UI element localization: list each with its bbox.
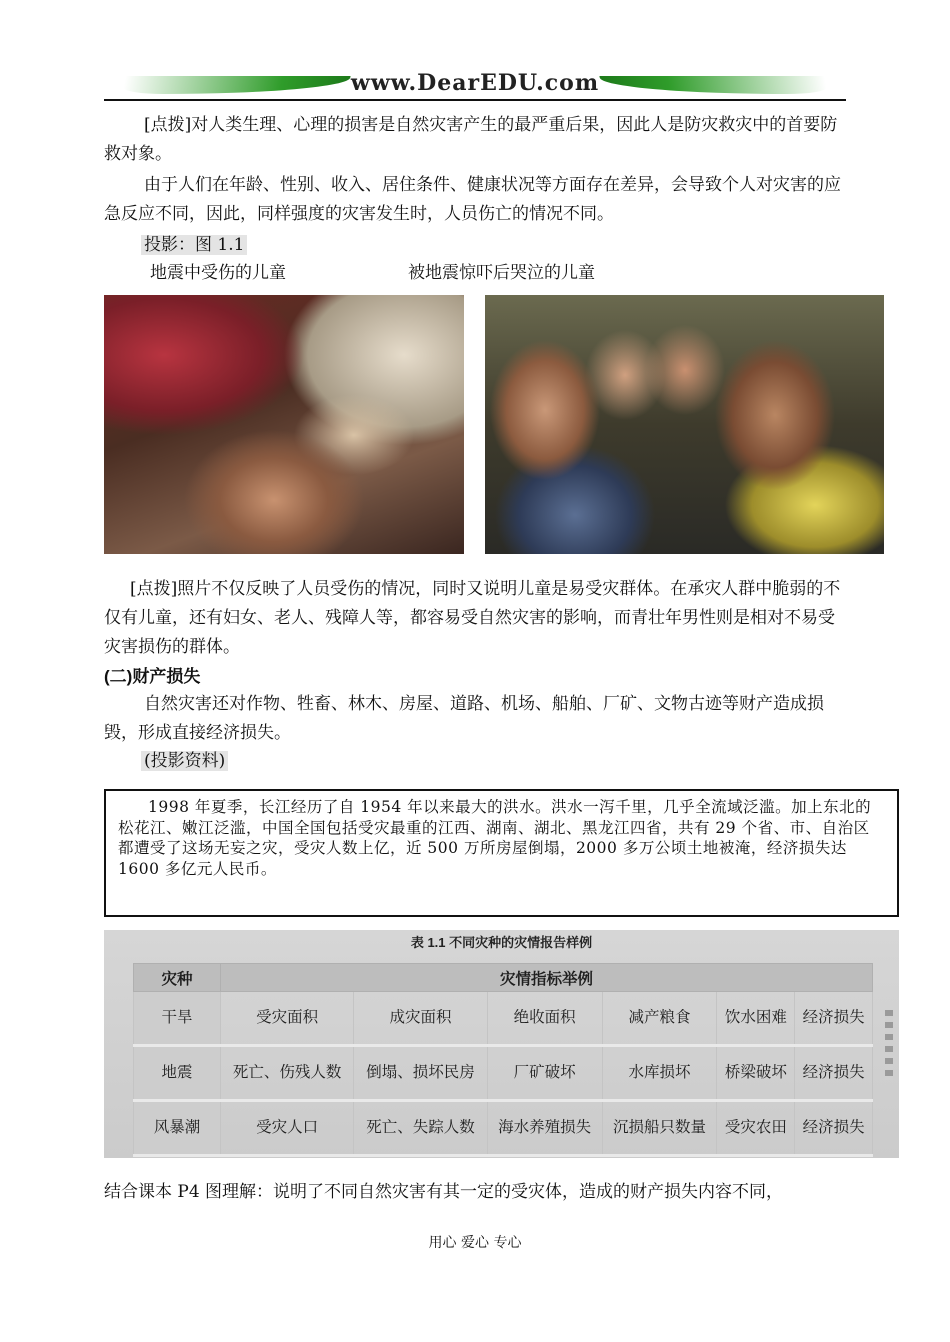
- table-cell: 经济损失: [795, 992, 873, 1046]
- header-cell: 灾情指标举例: [221, 964, 873, 992]
- table-cell: 绝收面积: [487, 992, 602, 1046]
- photo-caption-right: 被地震惊吓后哭泣的儿童: [408, 263, 595, 283]
- disaster-report-table-image: [104, 930, 899, 1158]
- table-cell: 沉损船只数量: [602, 1101, 717, 1156]
- table-cell: 死亡、失踪人数: [354, 1101, 487, 1156]
- table-cell: 风暴潮: [134, 1101, 221, 1156]
- table-row: [134, 1046, 873, 1101]
- injured-child-photo: [104, 295, 464, 554]
- hint-paragraph-1: [点拨]对人类生理、心理的损害是自然灾害产生的最严重后果，因此人是防灾救灾中的首要防救对象。: [104, 115, 838, 164]
- header-divider: [104, 99, 846, 101]
- body-paragraph-2: 由于人们在年龄、性别、收入、居住条件、健康状况等方面存在差异，会导致个人对灾害的应急反应不同，因此，同样强度的灾害发生时，人员伤亡的情况不同。: [104, 175, 841, 224]
- photo-caption-left: 地震中受伤的儿童: [150, 263, 286, 283]
- table-cell: 厂矿破坏: [487, 1046, 602, 1101]
- table-caption: 表 1.1 不同灾种的灾情报告样例: [410, 935, 593, 950]
- header-cell: 灾种: [134, 964, 221, 992]
- page-header: [104, 66, 846, 102]
- flood-1998-textbox: [104, 789, 899, 917]
- table-cell: 经济损失: [795, 1101, 873, 1156]
- table-cell: 倒塌、损坏民房: [354, 1046, 487, 1101]
- projection-label-text: 投影：图 1.1: [141, 235, 247, 255]
- flood-1998-text: 1998 年夏季，长江经历了自 1954 年以来最大的洪水。洪水一泻千里，几乎全流域泛滥。加上东北的松花江、嫩江泛滥，中国全国包括受灾最重的江西、湖南、湖北、黑龙江四省，共有 29 个省、市、自治区都遭受了这场无妄之灾，受灾人数上亿，近 500 万所房屋倒塌，2000 多万公顷土地被淹，经济损失达 1600 多亿元人民币。: [118, 798, 872, 878]
- table-cell: 水库损坏: [602, 1046, 717, 1101]
- table-cell: 成灾面积: [354, 992, 487, 1046]
- table-cell: 受灾面积: [221, 992, 354, 1046]
- table-cell: 饮水困难: [717, 992, 795, 1046]
- scan-edge-artifact: [885, 1010, 893, 1080]
- projection-material-label: [141, 747, 228, 776]
- body-paragraph-5: 结合课本 P4 图理解：说明了不同自然灾害有其一定的受灾体，造成的财产损失内容不同，: [104, 1182, 784, 1202]
- table-cell: 经济损失: [795, 1046, 873, 1101]
- table-row: [134, 1101, 873, 1156]
- table-cell: 死亡、伤残人数: [221, 1046, 354, 1101]
- table-row: [134, 992, 873, 1046]
- table-cell: 受灾人口: [221, 1101, 354, 1156]
- table-cell: 桥梁破坏: [717, 1046, 795, 1101]
- table-header-row: [134, 964, 873, 992]
- table-cell: 海水养殖损失: [487, 1101, 602, 1156]
- table-cell: 减产粮食: [602, 992, 717, 1046]
- site-logo-text: www.DearEDU.com: [350, 70, 600, 96]
- projection-label: [141, 231, 247, 260]
- table-cell: 地震: [134, 1046, 221, 1101]
- body-paragraph-4: 自然灾害还对作物、牲畜、林木、房屋、道路、机场、船舶、厂矿、文物古迹等财产造成损毁，形成直接经济损失。: [104, 694, 824, 743]
- hint-paragraph-3: [点拨]照片不仅反映了人员受伤的情况，同时又说明儿童是易受灾群体。在承灾人群中脆弱的不仅有儿童，还有妇女、老人、残障人等，都容易受自然灾害的影响，而青壮年男性则是相对不易受灾害损伤的群体。: [104, 579, 841, 657]
- projection-material-text: (投影资料): [141, 751, 228, 771]
- table-cell: 受灾农田: [717, 1101, 795, 1156]
- table-cell: 干旱: [134, 992, 221, 1046]
- disaster-report-table: [133, 963, 873, 1157]
- crying-children-photo: [485, 295, 884, 554]
- section-heading-property-loss: (二)财产损失: [104, 667, 201, 686]
- page-footer: 用心 爱心 专心: [428, 1235, 522, 1251]
